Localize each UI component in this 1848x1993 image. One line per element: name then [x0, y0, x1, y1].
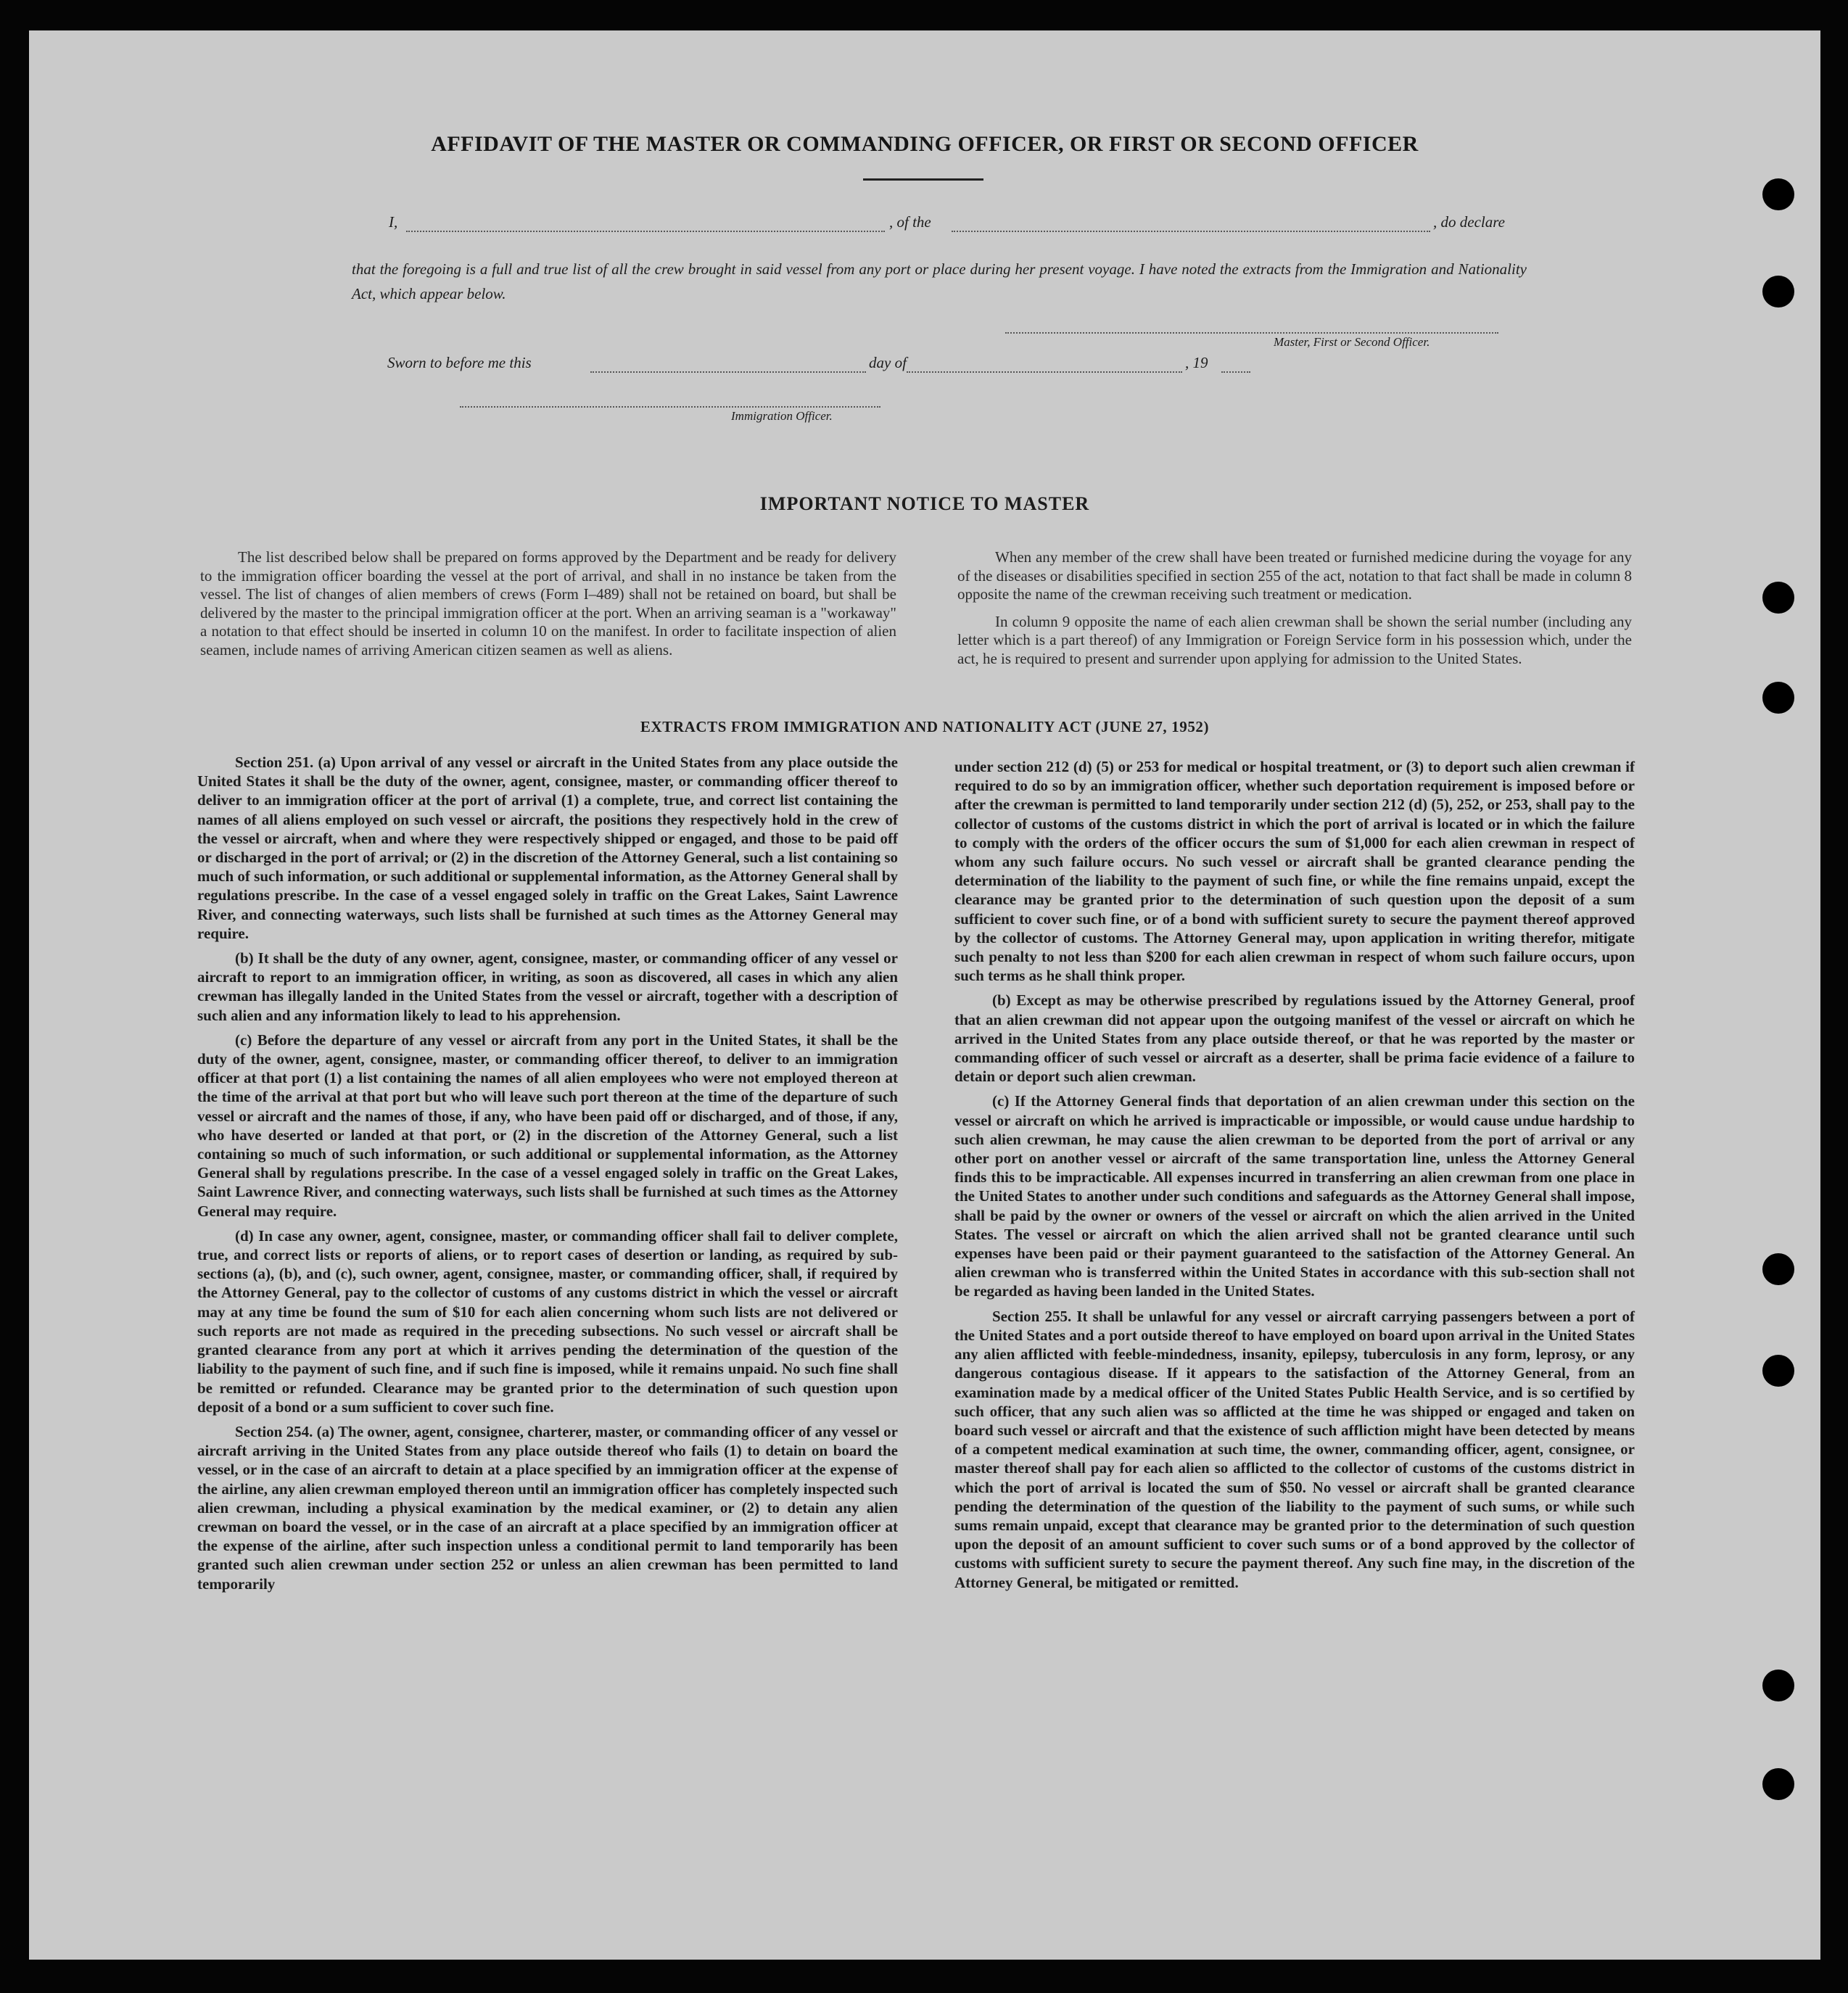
- extract-paragraph: (b) It shall be the duty of any owner, agent, consignee, master, or commanding officer of any vessel or aircraft to report to an immigration officer, in writing, as soon as discovered, all cases in which any alien crewman has illegally landed in the United States from the vessel or aircraft, together with a description of such alien and any information likely to lead to his apprehension.: [197, 949, 898, 1024]
- i-label: I,: [389, 213, 398, 231]
- vessel-blank[interactable]: [952, 231, 1430, 232]
- sworn-month-blank[interactable]: [907, 371, 1182, 373]
- extract-paragraph: (b) Except as may be otherwise prescribed by regulations issued by the Attorney General, proof that an alien crewman did not appear upon the outgoing manifest of the vessel or aircraft on which he arrived in the United States from any place outside thereof, or that he was reported by the master or commanding officer of such vessel or aircraft as a deserter, shall be prima facie evidence of a failure to detain or deport such alien crewman.: [954, 991, 1635, 1086]
- notice-left-column: [200, 548, 896, 668]
- notice-paragraph: When any member of the crew shall have been treated or furnished medicine during the voyage for any of the diseases or disabilities specified in section 255 of the act, notation to that fact shall be made in column 8 opposite the name of the crewman receiving such treatment or medication.: [957, 548, 1632, 603]
- extract-paragraph: Section 254. (a) The owner, agent, consignee, charterer, master, or commanding officer of any vessel or aircraft arriving in the United States from any place outside thereof who fails (1) to detain on board the vessel, or in the case of an aircraft to detain at a place specified by an immigration officer at the expense of the airline, any alien crewman employed thereon until an immigration officer has completely inspected such alien crewman, including a physical examination by the medical examiner, or (2) to detain any alien crewman on board the vessel, or in the case of an aircraft at a place specified by an immigration officer at the expense of the airline, after such inspection unless a conditional permit to land temporarily has been granted such alien crewman under section 252 or unless an alien crewman has been permitted to land temporarily: [197, 1422, 898, 1593]
- extract-paragraph: Section 255. It shall be unlawful for any vessel or aircraft carrying passengers between a port of the United States and a port outside thereof to have employed on board upon arrival in the United States any alien afflicted with feeble-mindedness, insanity, epilepsy, tuberculosis in any form, leprosy, or any dangerous contagious disease. If it appears to the satisfaction of the Attorney General, from an examination made by a medical officer of the United States Public Health Service, and is so certified by such officer, that any such alien was so afflicted at the time he was shipped or engaged and taken on board such vessel or aircraft and that the existence of such affliction might have been detected by means of a competent medical examination at such time, the owner, commanding officer, agent, consignee, or master thereof shall pay for each alien so afflicted to the collector of customs of the customs district in which the port of arrival is located the sum of $50. No vessel or aircraft shall be granted clearance pending the determination of the question of the liability to the payment of such sums, or while such sums remain unpaid, except that clearance may be granted prior to the determination of such question upon the deposit of an amount sufficient to cover such sums or of a bond approved by the collector of customs with sufficient surety to secure the payment thereof. Any such fine may, in the discretion of the Attorney General, be mitigated or remitted.: [954, 1307, 1635, 1591]
- affidavit-title: AFFIDAVIT OF THE MASTER OR COMMANDING OFFICER, OR FIRST OR SECOND OFFICER: [431, 132, 1419, 156]
- notice-title: IMPORTANT NOTICE TO MASTER: [759, 493, 1090, 514]
- day-of-label: day of: [869, 354, 907, 371]
- extracts-left-column: [197, 753, 898, 1599]
- notice-paragraph: In column 9 opposite the name of each alien crewman shall be shown the serial number (including any letter which is a part thereof) of any Immigration or Foreign Service form in his possession which, under the act, he is required to present and surrender upon applying for admission to the United States.: [957, 612, 1632, 667]
- master-signature-line[interactable]: [1005, 332, 1498, 334]
- of-the-label: , of the: [889, 213, 931, 231]
- year-label: , 19: [1185, 354, 1208, 371]
- extract-paragraph: under section 212 (d) (5) or 253 for medical or hospital treatment, or (3) to deport such alien crewman if required to do so by an immigration officer, whether such deportation requirement is imposed before or after the crewman is permitted to land temporarily under section 212 (d) (5), 252, or 253, shall pay to the collector of customs of the customs district in which the port of arrival is located or in which the failure to comply with the orders of the officer occurs the sum of $1,000 for each alien crewman in respect of whom any such failure occurs. No such vessel or aircraft shall be granted clearance pending the determination of the liability to the payment of such fine, or while the fine remains unpaid, except the clearance may be granted prior to the determination of such question upon the deposit of a sum sufficient to cover such fine, or of a bond with sufficient surety to secure the payment thereof approved by the collector of customs. The Attorney General may, upon application in writing therefor, mitigate such penalty to not less than $200 for each alien crewman in respect of whom such failure occurs, upon such terms as he shall think proper.: [954, 758, 1635, 985]
- binder-hole: [1762, 276, 1794, 308]
- sworn-day-blank[interactable]: [590, 371, 866, 373]
- title-rule: [863, 178, 983, 181]
- document-page: [29, 30, 1820, 1960]
- sworn-year-blank[interactable]: [1221, 371, 1250, 373]
- binder-hole: [1762, 1355, 1794, 1387]
- extract-paragraph: (d) In case any owner, agent, consignee, master, or commanding officer shall fail to deliver complete, true, and correct lists or reports of aliens, or to report cases of desertion or landing, as required by sub-sections (a), (b), and (c), such owner, agent, consignee, master, or commanding officer, shall, if required by the Attorney General, pay to the collector of customs of any customs district in which the vessel or aircraft may at any time be found the sum of $10 for each alien concerning whom such lists are not delivered or such reports are not made as required in the preceding subsections. No such vessel or aircraft shall be granted clearance from any port at which it arrives pending the determination of the question of the liability to the payment of such fine, and if such fine is imposed, while it remains unpaid. No such fine shall be remitted or refunded. Clearance may be granted prior to the determination of such question upon deposit of a bond or a sum sufficient to cover such fine.: [197, 1226, 898, 1416]
- binder-hole: [1762, 582, 1794, 614]
- do-declare-label: , do declare: [1433, 213, 1505, 231]
- extract-paragraph: (c) If the Attorney General finds that deportation of an alien crewman under this section on the vessel or aircraft on which he arrived is impracticable or impossible, or would cause undue hardship to such alien crewman, he may cause the alien crewman to be deported from the port of arrival or any other port on another vessel or aircraft of the same transportation line, unless the Attorney General finds this to be impracticable. All expenses incurred in transferring an alien crewman from one place in the United States to another under such conditions and safeguards as the Attorney General shall impose, shall be paid by the owner or owners of the vessel or aircraft on which the alien arrived in the United States. The vessel or aircraft on which the alien arrived shall not be granted clearance until such expenses have been paid or their payment guaranteed to the satisfaction of the Attorney General. An alien crewman who is transferred within the United States in accordance with this sub-section shall not be regarded as having been landed in the United States.: [954, 1092, 1635, 1300]
- binder-hole: [1762, 1670, 1794, 1701]
- name-blank[interactable]: [406, 231, 885, 232]
- master-caption: Master, First or Second Officer.: [1274, 335, 1430, 349]
- binder-hole: [1762, 178, 1794, 210]
- extracts-right-column: [954, 757, 1635, 1598]
- notice-paragraph: The list described below shall be prepared on forms approved by the Department and be ready for delivery to the immigration officer boarding the vessel at the port of arrival, and shall in no instance be taken from the vessel. The list of changes of alien members of crews (Form I–489) shall not be retained on board, but shall be delivered by the master to the principal immigration officer at the port. When an arriving seaman is a "workaway" a notation to that effect should be inserted in column 10 on the manifest. In order to facilitate inspection of alien seamen, include names of arriving American citizen seamen as well as aliens.: [200, 548, 896, 659]
- extract-paragraph: Section 251. (a) Upon arrival of any vessel or aircraft in the United States from any place outside the United States it shall be the duty of the owner, agent, consignee, master, or commanding officer thereof to deliver to an immigration officer at the port of arrival (1) a complete, true, and correct list containing the names of all aliens employed on such vessel or aircraft, the positions they respectively hold in the crew of the vessel or aircraft, when and where they were respectively shipped or engaged, and those to be paid off or discharged in the port of arrival; or (2) in the discretion of the Attorney General, such a list containing so much of such information, or such additional or supplemental information, as the Attorney General shall by regulations prescribe. In the case of a vessel engaged solely in traffic on the Great Lakes, Saint Lawrence River, and connecting waterways, such lists shall be furnished at such times as the Attorney General may require.: [197, 754, 898, 942]
- binder-hole: [1762, 1253, 1794, 1285]
- officer-caption: Immigration Officer.: [731, 409, 833, 423]
- officer-signature-line[interactable]: [460, 406, 880, 408]
- affidavit-statement: that the foregoing is a full and true list of all the crew brought in said vessel from any port or place during her present voyage. I have noted the extracts from the Immigration and Nationality Act, which appear below.: [352, 260, 1527, 302]
- extract-paragraph: (c) Before the departure of any vessel or aircraft from any port in the United States, it shall be the duty of the owner, agent, consignee, master, or commanding officer thereof, to deliver to an immigration officer at that port (1) a list containing the names of all alien employees who were not employed thereon at the time of the arrival at that port but who will leave such port thereon at the time of the departure of such vessel or aircraft and the names of those, if any, who have been paid off or discharged, and of those, if any, who have deserted or landed at that port, or (2) in the discretion of the Attorney General, such a list containing so much of such information, or such additional or supplemental information, as the Attorney General shall by regulations prescribe. In the case of a vessel engaged solely in traffic on the Great Lakes, Saint Lawrence River, and connecting waterways, such lists shall be furnished at such times as the Attorney General may require.: [197, 1031, 898, 1220]
- notice-right-column: [957, 548, 1632, 677]
- binder-hole: [1762, 1768, 1794, 1800]
- extracts-title: EXTRACTS FROM IMMIGRATION AND NATIONALITY ACT (JUNE 27, 1952): [640, 718, 1210, 735]
- sworn-label: Sworn to before me this: [387, 354, 532, 371]
- binder-hole: [1762, 682, 1794, 714]
